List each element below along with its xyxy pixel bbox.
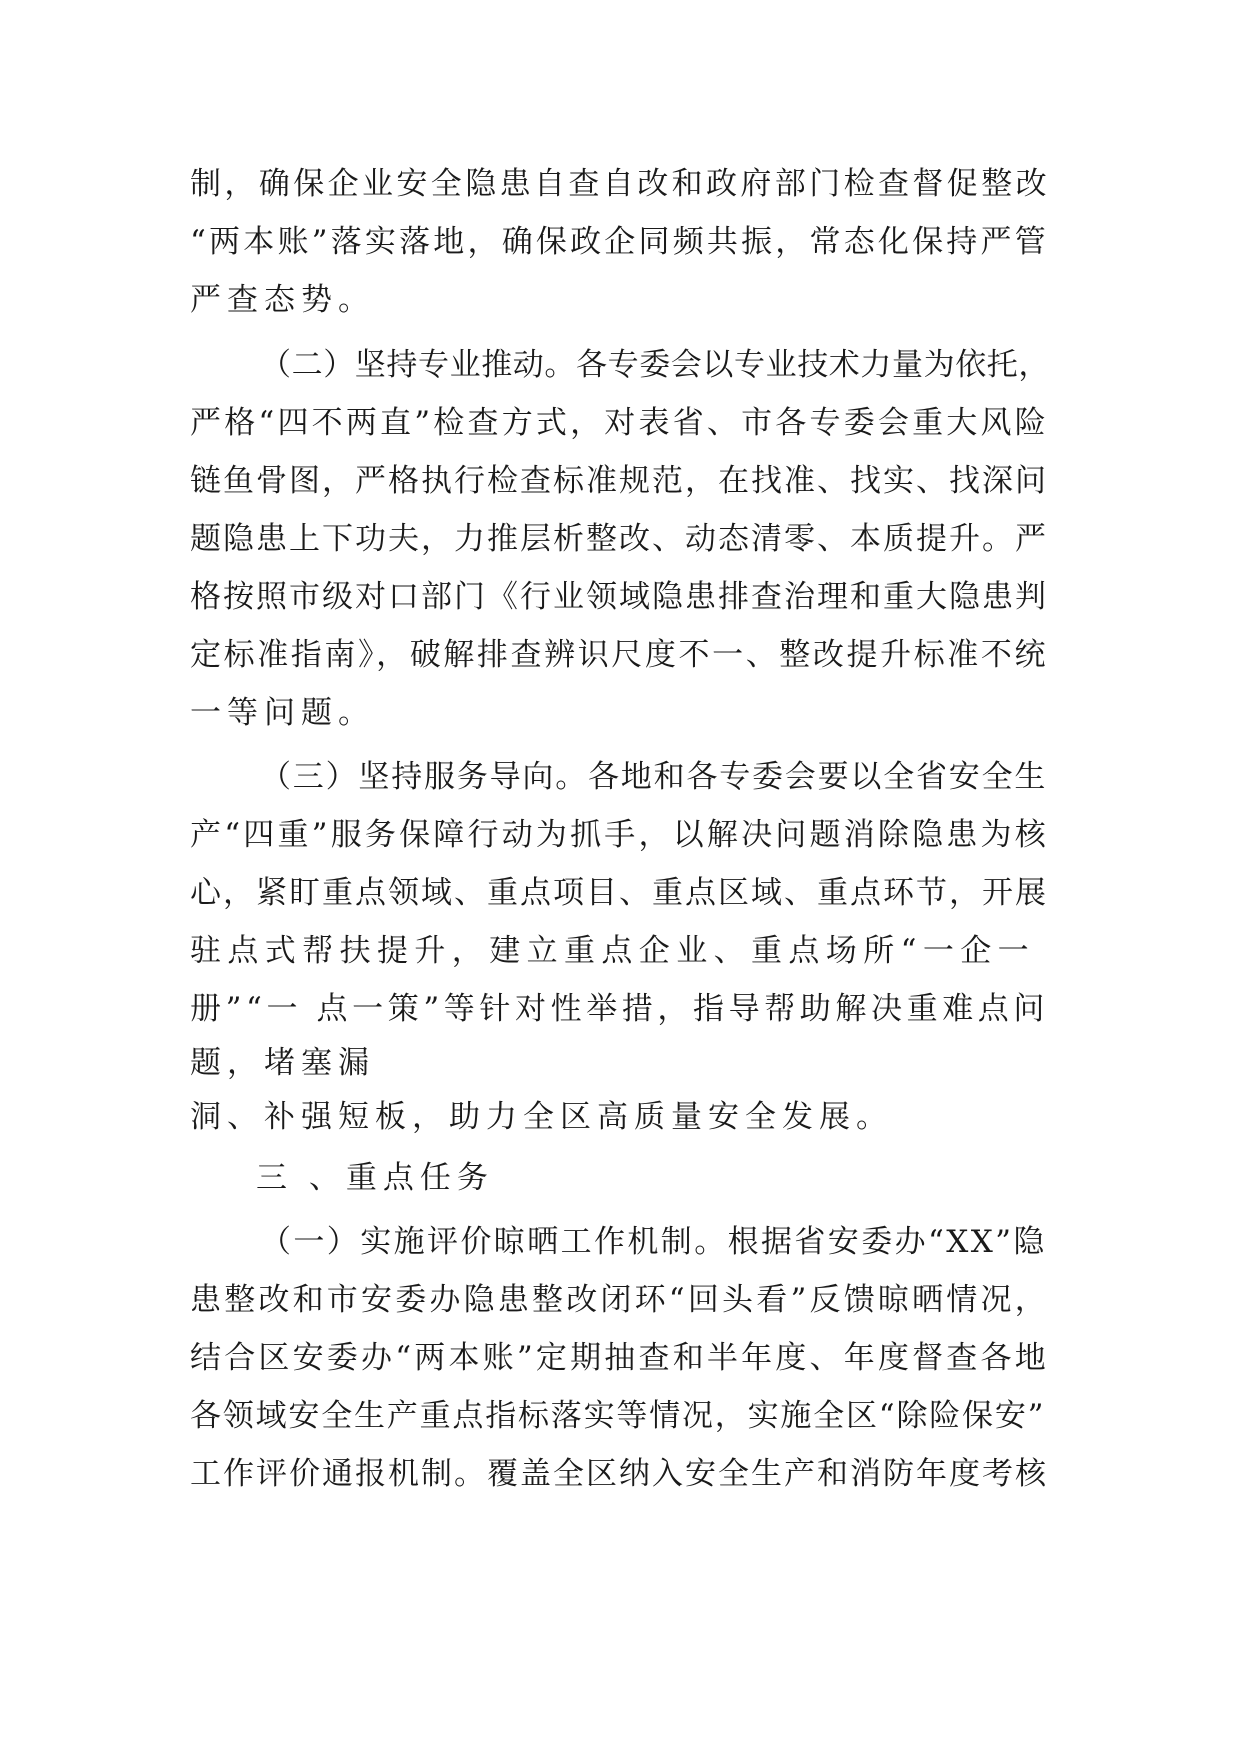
text-line: 患整改和市安委办隐患整改闭环“回头看”反馈晾晒情况， <box>190 1282 1049 1318</box>
text-line: （一）实施评价晾晒工作机制。根据省安委办“XX”隐 <box>260 1224 1047 1260</box>
text-line: 驻点式帮扶提升，建立重点企业、重点场所“一企一 <box>190 933 1036 969</box>
text-line: 制，确保企业安全隐患自查自改和政府部门检查督促整改 <box>190 166 1050 202</box>
text-line: 严查态势。 <box>190 282 375 318</box>
text-line: 定标准指南》，破解排查辨识尺度不一、整改提升标准不统 <box>190 637 1049 673</box>
text-line: （二）坚持专业推动。各专委会以专业技术力量为依托， <box>260 347 1050 383</box>
text-line: 格按照市级对口部门《行业领域隐患排查治理和重大隐患判 <box>190 579 1048 615</box>
text-line: 结合区安委办“两本账”定期抽查和半年度、年度督查各地 <box>190 1340 1049 1376</box>
text-line: 题隐患上下功夫，力推层析整改、动态清零、本质提升。严 <box>190 521 1048 557</box>
text-line: 链鱼骨图，严格执行检查标准规范，在找准、找实、找深问 <box>190 463 1048 499</box>
text-line: “两本账”落实落地，确保政企同频共振，常态化保持严管 <box>190 224 1049 260</box>
text-line: 严格“四不两直”检查方式，对表省、市各专委会重大风险 <box>190 405 1049 441</box>
text-line: 一等问题。 <box>190 695 375 731</box>
text-line: （三）坚持服务导向。各地和各专委会要以全省安全生 <box>260 759 1048 795</box>
text-line: 各领域安全生产重点指标落实等情况，实施全区“除险保安” <box>190 1398 1046 1434</box>
text-line: 题，堵塞漏 <box>190 1045 375 1081</box>
text-line: 产“四重”服务保障行动为抓手，以解决问题消除隐患为核 <box>190 817 1049 853</box>
text-line: 心，紧盯重点领域、重点项目、重点区域、重点环节，开展 <box>190 875 1048 911</box>
section-heading: 三 、重点任务 <box>256 1160 494 1196</box>
text-line: 洞、补强短板，助力全区高质量安全发展。 <box>190 1099 893 1135</box>
text-line: 册”“一 点一策”等针对性举措，指导帮助解决重难点问 <box>190 991 1049 1027</box>
text-line: 工作评价通报机制。覆盖全区纳入安全生产和消防年度考核 <box>190 1456 1048 1492</box>
